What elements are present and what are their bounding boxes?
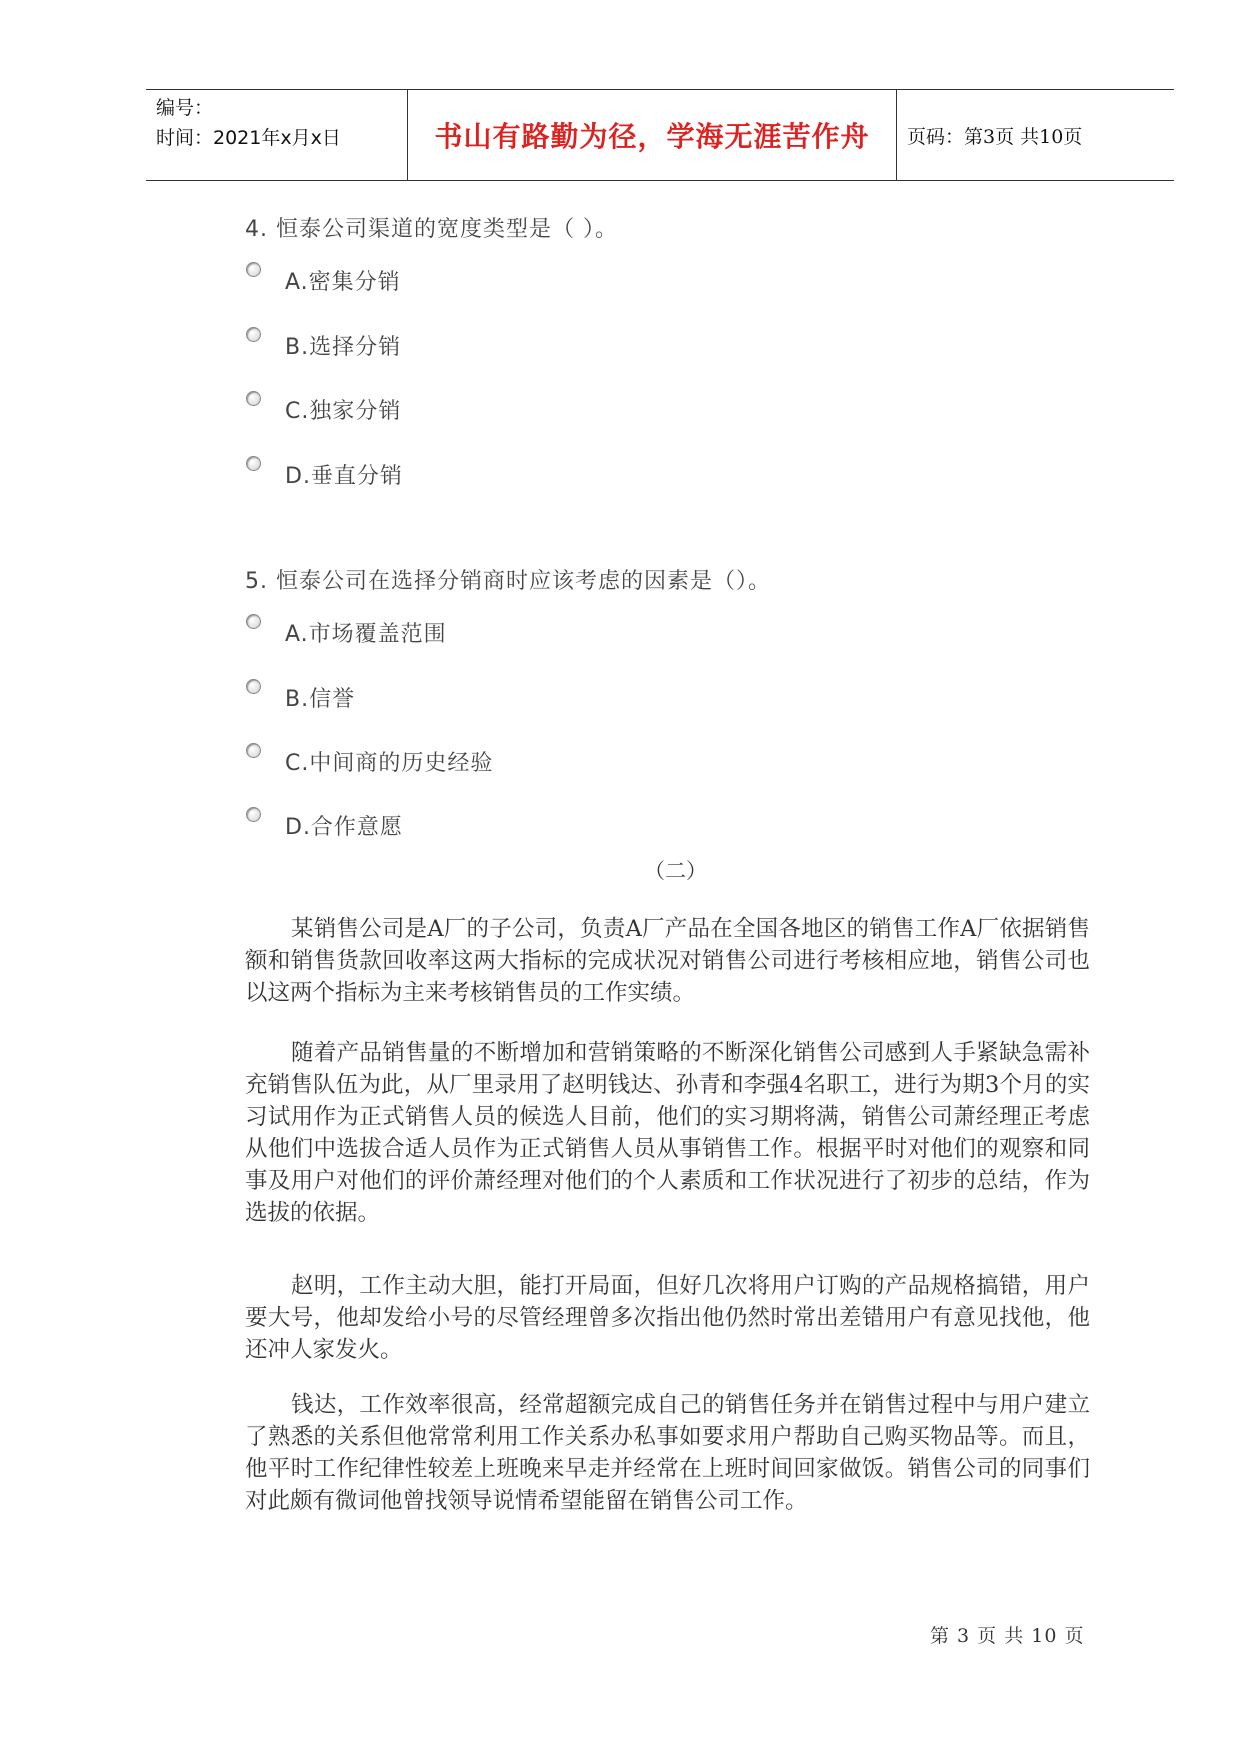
option-label: D.合作意愿 — [285, 815, 403, 840]
document-time-label: 时间：2021年x月x日 — [156, 127, 341, 149]
option-label: A.市场覆盖范围 — [285, 622, 447, 647]
radio-button-icon[interactable] — [246, 614, 261, 629]
radio-button-icon[interactable] — [246, 807, 261, 822]
page-footer: 第 3 页 共 10 页 — [930, 1625, 1085, 1647]
radio-button-icon[interactable] — [246, 391, 261, 406]
header-meta — [146, 90, 408, 180]
option-label: B.选择分销 — [285, 335, 402, 360]
case-paragraph: 钱达，工作效率很高，经常超额完成自己的销售任务并在销售过程中与用户建立了熟悉的关系但他常常利用工作关系办私事如要求用户帮助自己购买物品等。而且，他平时工作纪律性较差上班晚来早走并经常在上班时间回家做饭。销售公司的同事们对此颇有微词他曾找领导说情希望能留在销售公司工作。 — [245, 1392, 1090, 1514]
document-number-label: 编号： — [156, 97, 214, 119]
question-5-text: 5. 恒泰公司在选择分销商时应该考虑的因素是（）。 — [245, 569, 771, 594]
radio-button-icon[interactable] — [246, 743, 261, 758]
radio-button-icon[interactable] — [246, 456, 261, 471]
header-page-code: 页码：第3页 共10页 — [907, 125, 1083, 148]
case-paragraph: 赵明，工作主动大胆，能打开局面，但好几次将用户订购的产品规格搞错，用户要大号，他却发给小号的尽管经理曾多次指出他仍然时常出差错用户有意见找他，他还冲人家发火。 — [245, 1273, 1090, 1363]
radio-button-icon[interactable] — [246, 679, 261, 694]
radio-button-icon[interactable] — [246, 327, 261, 342]
header-motto: 书山有路勤为径，学海无涯苦作舟 — [408, 90, 897, 180]
section-title: （二） — [644, 859, 707, 883]
option-label: C.独家分销 — [285, 399, 402, 424]
case-paragraph: 某销售公司是A厂的子公司，负责A厂产品在全国各地区的销售工作A厂依据销售额和销售货款回收率这两大指标的完成状况对销售公司进行考核相应地，销售公司也以这两个指标为主来考核销售员的工作实绩。 — [245, 916, 1090, 1006]
radio-button-icon[interactable] — [246, 262, 261, 277]
option-label: A.密集分销 — [285, 270, 401, 295]
option-label: C.中间商的历史经验 — [285, 751, 494, 776]
case-paragraph: 随着产品销售量的不断增加和营销策略的不断深化销售公司感到人手紧缺急需补充销售队伍为此，从厂里录用了赵明钱达、孙青和李强4名职工，进行为期3个月的实习试用作为正式销售人员的候选人目前，他们的实习期将满，销售公司萧经理正考虑从他们中选拔合适人员作为正式销售人员从事销售工作。根据平时对他们的观察和同事及用户对他们的评价萧经理对他们的个人素质和工作状况进行了初步的总结，作为选拔的依据。 — [245, 1040, 1090, 1226]
page-header — [146, 89, 1174, 181]
option-label: B.信誉 — [285, 687, 356, 712]
question-4-text: 4. 恒泰公司渠道的宽度类型是（ ）。 — [245, 217, 618, 242]
option-label: D.垂直分销 — [285, 464, 403, 489]
